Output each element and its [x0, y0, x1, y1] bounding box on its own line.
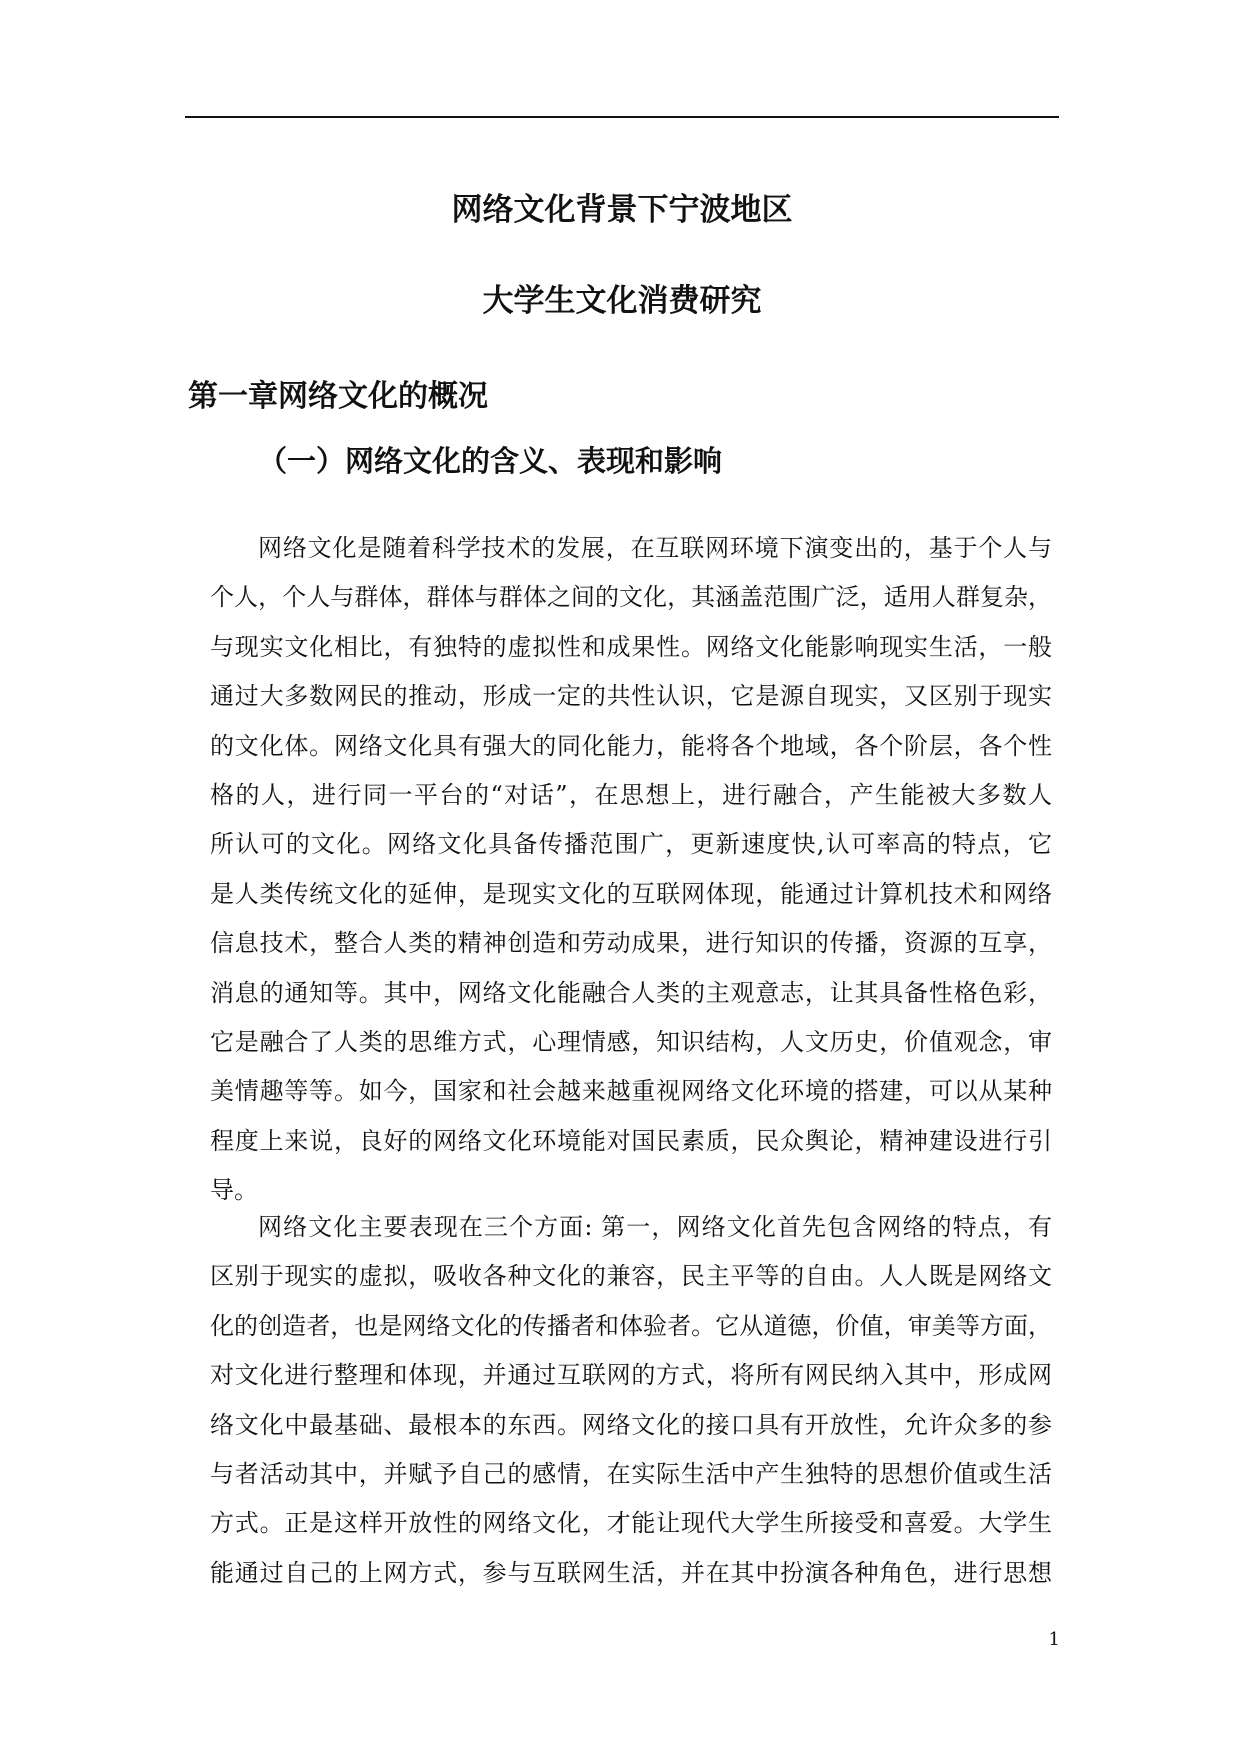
paragraph-line: 网络文化是随着科学技术的发展，在互联网环境下演变出的，基于个人与: [258, 534, 1052, 562]
page-number: 1: [1048, 1629, 1060, 1650]
paragraph-2: [210, 1203, 1052, 1598]
paragraph-line: 能通过自己的上网方式，参与互联网生活，并在其中扮演各种角色，进行思想: [210, 1558, 1052, 1587]
document-title-line-2: 大学生文化消费研究: [482, 283, 762, 319]
header-rule: [185, 116, 1059, 118]
paragraph-line: 导。: [210, 1176, 258, 1205]
paragraph-line: 区别于现实的虚拟，吸收各种文化的兼容，民主平等的自由。人人既是网络文: [210, 1262, 1052, 1291]
paragraph-line: 网络文化主要表现在三个方面: 第一，网络文化首先包含网络的特点，有: [258, 1213, 1052, 1241]
section-heading: （一）网络文化的含义、表现和影响: [258, 444, 723, 478]
paragraph-line: 与现实文化相比，有独特的虚拟性和成果性。网络文化能影响现实生活，一般: [210, 632, 1052, 661]
paragraph-line: 方式。正是这样开放性的网络文化，才能让现代大学生所接受和喜爱。大学生: [210, 1509, 1052, 1538]
paragraph-line: 信息技术，整合人类的精神创造和劳动成果，进行知识的传播，资源的互享，: [210, 929, 1052, 958]
chapter-heading: 第一章网络文化的概况: [188, 379, 488, 414]
paragraph-line: 消息的通知等。其中，网络文化能融合人类的主观意志，让其具备性格色彩，: [210, 978, 1052, 1007]
paragraph-line: 对文化进行整理和体现，并通过互联网的方式，将所有网民纳入其中，形成网: [210, 1361, 1052, 1390]
paragraph-line: 络文化中最基础、最根本的东西。网络文化的接口具有开放性，允许众多的参: [210, 1410, 1052, 1439]
paragraph-line: 它是融合了人类的思维方式，心理情感，知识结构，人文历史，价值观念，审: [210, 1027, 1052, 1056]
paragraph-line: 是人类传统文化的延伸，是现实文化的互联网体现，能通过计算机技术和网络: [210, 879, 1052, 908]
document-title-line-1: 网络文化背景下宁波地区: [451, 192, 793, 228]
paragraph-line: 的文化体。网络文化具有强大的同化能力，能将各个地域，各个阶层，各个性: [210, 731, 1052, 760]
paragraph-line: 与者活动其中，并赋予自己的感情，在实际生活中产生独特的思想价值或生活: [210, 1459, 1052, 1488]
paragraph-1: [210, 524, 1052, 1215]
paragraph-line: 个人，个人与群体，群体与群体之间的文化，其涵盖范围广泛，适用人群复杂，: [210, 583, 1052, 612]
paragraph-line: 通过大多数网民的推动，形成一定的共性认识，它是源自现实，又区别于现实: [210, 682, 1052, 711]
paragraph-line: 化的创造者，也是网络文化的传播者和体验者。它从道德，价值，审美等方面，: [210, 1311, 1052, 1340]
paragraph-line: 程度上来说，良好的网络文化环境能对国民素质，民众舆论，精神建设进行引: [210, 1126, 1052, 1155]
paragraph-line: 格的人，进行同一平台的“对话”，在思想上，进行融合，产生能被大多数人: [210, 780, 1052, 809]
paragraph-line: 美情趣等等。如今，国家和社会越来越重视网络文化环境的搭建，可以从某种: [210, 1077, 1052, 1106]
paragraph-line: 所认可的文化。网络文化具备传播范围广，更新速度快,认可率高的特点，它: [210, 830, 1052, 859]
